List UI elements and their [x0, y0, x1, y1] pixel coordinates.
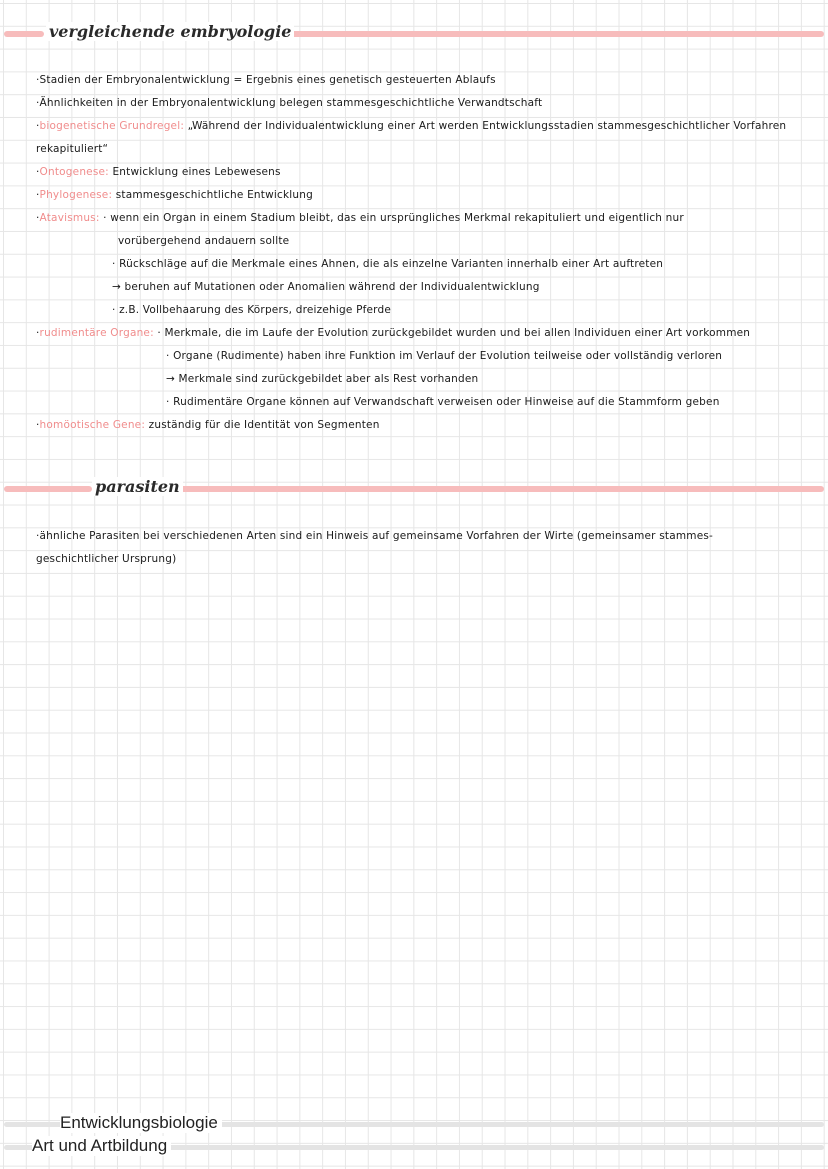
- term-atavismus: Atavismus:: [39, 212, 100, 224]
- note-line: [0, 212, 828, 224]
- note-line: [0, 373, 828, 385]
- term-phylogenese: Phylogenese:: [39, 189, 113, 201]
- heading-bar-right: [250, 31, 824, 37]
- term-ontogenese: Ontogenese:: [39, 166, 109, 178]
- note-line: [0, 166, 828, 178]
- note-line: [0, 97, 828, 109]
- note-text: · z.B. Vollbehaarung des Körpers, dreizehige Pferde: [112, 304, 392, 316]
- note-text: ·Ähnlichkeiten in der Embryonalentwicklung belegen stammesgeschichtliche Verwandtschaft: [36, 97, 543, 109]
- note-line: [0, 143, 828, 155]
- heading-bar-left: [4, 31, 44, 37]
- note-text: · Merkmale, die im Laufe der Evolution zurückgebildet wurden und bei allen Individuen einer Art vorkommen: [153, 327, 751, 339]
- note-text: geschichtlicher Ursprung): [36, 553, 177, 565]
- note-line: [0, 327, 828, 339]
- note-line: [0, 530, 828, 542]
- section-title-parasiten: parasiten: [92, 477, 183, 496]
- note-text: „Während der Individualentwicklung einer Art werden Entwicklungsstadien stammesgeschichtlicher Vorfahren: [184, 120, 787, 132]
- bullet: ·: [36, 189, 40, 201]
- note-line: [0, 281, 828, 293]
- note-text: rekapituliert“: [36, 143, 109, 155]
- note-text: → Merkmale sind zurückgebildet aber als Rest vorhanden: [166, 373, 479, 385]
- note-text: → beruhen auf Mutationen oder Anomalien während der Individualentwicklung: [112, 281, 540, 293]
- note-text: · Organe (Rudimente) haben ihre Funktion im Verlauf der Evolution teilweise oder vollständig verloren: [166, 350, 723, 362]
- note-text: · Rückschläge auf die Merkmale eines Ahnen, die als einzelne Varianten innerhalb einer Art auftreten: [112, 258, 664, 270]
- note-text: zuständig für die Identität von Segmenten: [145, 419, 380, 431]
- bullet: ·: [36, 212, 40, 224]
- footer-subtopic: Art und Artbildung: [32, 1136, 171, 1156]
- term-rudimentaere-organe: rudimentäre Organe:: [39, 327, 154, 339]
- bullet: ·: [36, 120, 40, 132]
- note-line: [0, 396, 828, 408]
- bullet: ·: [36, 327, 40, 339]
- note-text: · wenn ein Organ in einem Stadium bleibt, das ein ursprüngliches Merkmal rekapituliert und eigentlich nur: [99, 212, 684, 224]
- note-text: stammesgeschichtliche Entwicklung: [112, 189, 313, 201]
- term-homoeotische-gene: homöotische Gene:: [39, 419, 146, 431]
- note-text: Entwicklung eines Lebewesens: [108, 166, 281, 178]
- heading-bar-right: [172, 486, 824, 492]
- bullet: ·: [36, 419, 40, 431]
- note-line: [0, 304, 828, 316]
- note-text: · Rudimentäre Organe können auf Verwandschaft verweisen oder Hinweise auf die Stammform geben: [166, 396, 720, 408]
- note-line: [0, 553, 828, 565]
- note-line: [0, 74, 828, 86]
- heading-bar-left: [4, 486, 92, 492]
- term-biogenetische-grundregel: biogenetische Grundregel:: [39, 120, 185, 132]
- note-line: [0, 235, 828, 247]
- note-line: [0, 258, 828, 270]
- note-text: ·ähnliche Parasiten bei verschiedenen Arten sind ein Hinweis auf gemeinsame Vorfahren der Wirte (gemeinsamer stammes-: [36, 530, 714, 542]
- note-line: [0, 189, 828, 201]
- section-title-embryologie: vergleichende embryologie: [46, 22, 294, 41]
- note-line: [0, 350, 828, 362]
- note-line: [0, 120, 828, 132]
- note-line: [0, 419, 828, 431]
- note-text: vorübergehend andauern sollte: [118, 235, 290, 247]
- note-text: ·Stadien der Embryonalentwicklung = Ergebnis eines genetisch gesteuerten Ablaufs: [36, 74, 496, 86]
- footer-topic: Entwicklungsbiologie: [60, 1113, 222, 1133]
- bullet: ·: [36, 166, 40, 178]
